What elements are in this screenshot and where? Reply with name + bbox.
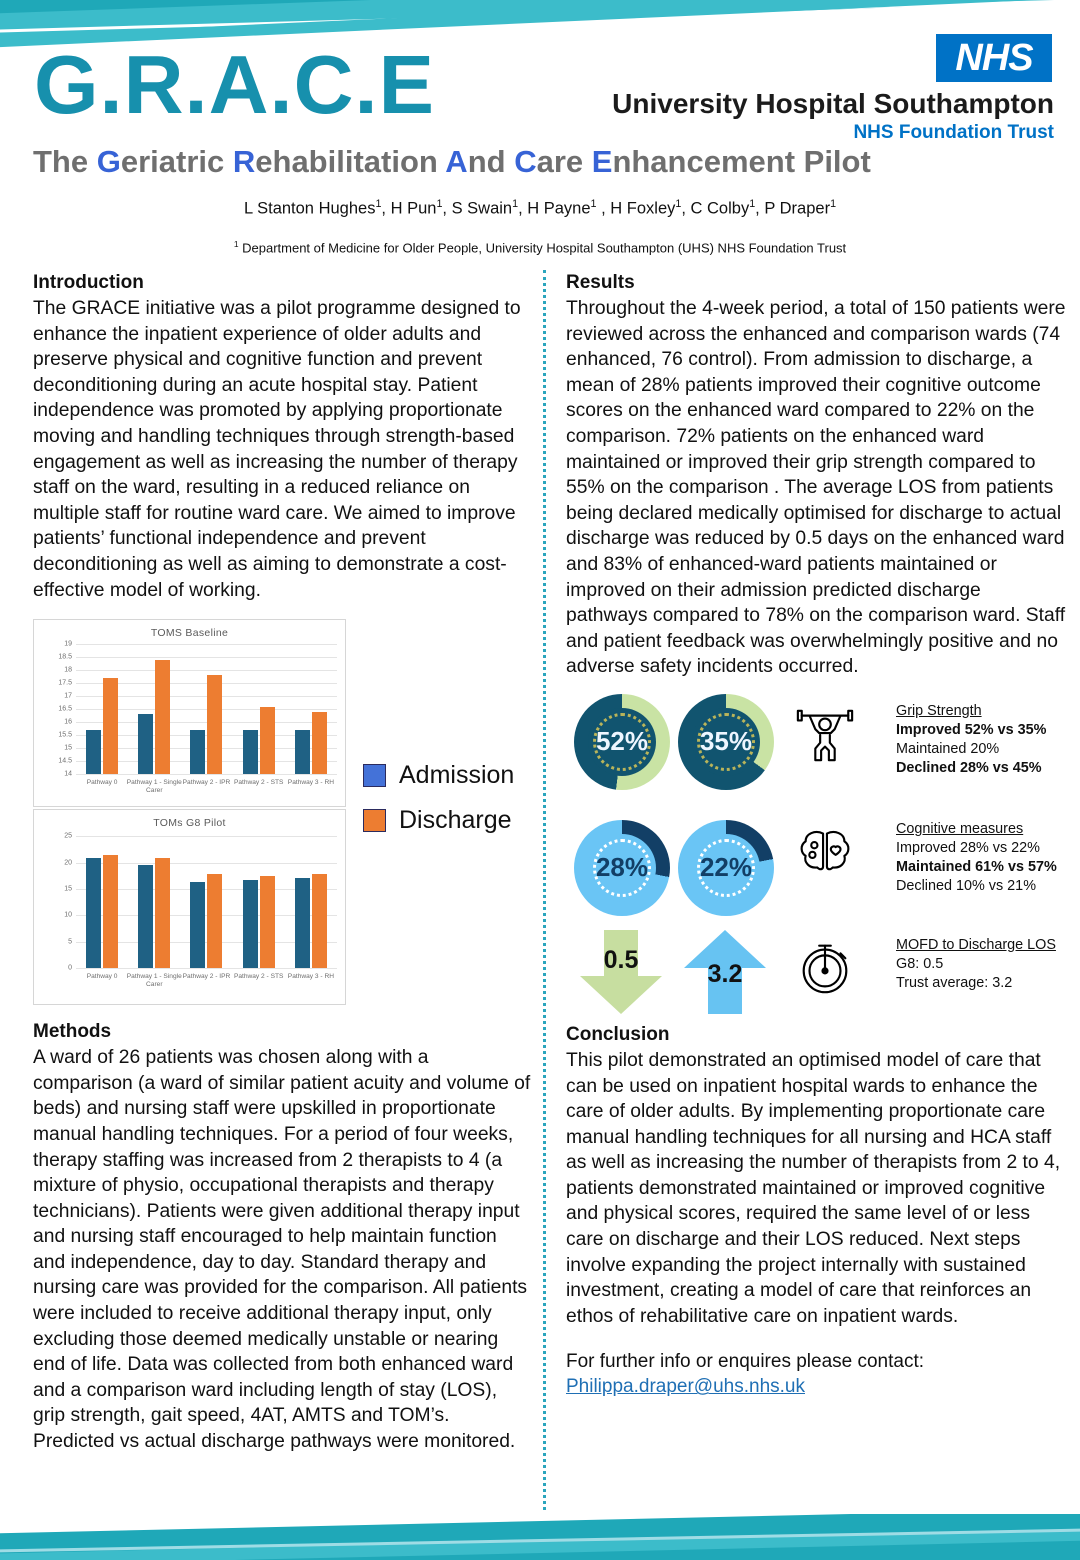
chart-ytick-label: 5: [68, 938, 72, 946]
info-label-line: G8: 0.5: [896, 955, 944, 972]
chart-xtick-label: Pathway 3 - RH: [287, 779, 334, 787]
chart-bar-admission: [295, 878, 310, 968]
chart-xtick-label: Pathway 1 - Single Carer: [126, 779, 182, 795]
chart-bar-discharge: [103, 678, 118, 774]
chart-bar-discharge: [260, 876, 275, 968]
contact-email-link[interactable]: Philippa.draper@uhs.nhs.uk: [566, 1376, 805, 1398]
chart-xtick-label: Pathway 2 - IPR: [182, 779, 231, 787]
legend-item-discharge: [363, 806, 514, 835]
affiliation-note: $^1$ Department of Medicine for Older People, University Hospital Southampton (UHS) NHS Foundation Trust: [233, 239, 847, 256]
donut-cognitive-improved-enhanced: [574, 820, 670, 916]
chart-title-g8: TOMs G8 Pilot: [153, 817, 226, 830]
chart-gridline: [76, 774, 337, 775]
chart-toms-baseline: [33, 619, 346, 807]
chart-bar-admission: [190, 730, 205, 774]
nhs-logo: NHS: [936, 34, 1052, 82]
chart-ytick-label: 15: [64, 885, 72, 893]
chart-bar-group: [233, 836, 285, 968]
subtitle-initial: C: [514, 144, 537, 179]
info-label-block: [896, 936, 1080, 993]
trust-name: University Hospital Southampton: [612, 88, 1054, 119]
chart-bar-group: [233, 644, 285, 774]
chart-bar-group: [285, 644, 337, 774]
chart-xtick-label: Pathway 1 - Single Carer: [126, 973, 182, 989]
chart-ytick-label: 18.5: [58, 653, 72, 661]
footer-decoration: [0, 1514, 1080, 1560]
methods-heading: Methods: [33, 1021, 112, 1043]
chart-ytick-label: 0: [68, 964, 72, 972]
introduction-heading: Introduction: [33, 272, 144, 293]
chart-bar-admission: [243, 730, 258, 774]
chart-ytick-label: 15.5: [58, 731, 72, 739]
chart-bar-discharge: [207, 874, 222, 969]
chart-xtick-label: Pathway 2 - IPR: [182, 973, 231, 981]
subtitle-text: ehabilitation: [255, 144, 446, 179]
methods-body: A ward of 26 patients was chosen along with a comparison (a ward of similar patient acuity and volume of beds) and nursing staff were upskilled in proportionate manual handling techniques. For a period of four weeks, therapy staffing was increased from 2 therapists to 4 (a mixture of physio, occupational therapists and therapy technicians). Patients were given additional therapy input and nursing staff encouraged to help maintain function and independence, day to day. Standard therapy and nursing care was provided for the comparison. All patients were included to receive additional therapy input, only excluding those deemed medically unstable or nearing end of life. Data was collected from both enhanced ward and a comparison ward including length of stay (LOS), grip strength, gait speed, 4AT, AMTS and TOM’s. Predicted vs actual discharge pathways were monitored.: [33, 1047, 531, 1453]
subtitle-text: are: [536, 144, 592, 179]
chart-bar-group: [76, 644, 128, 774]
subtitle-text: The: [33, 144, 97, 179]
chart-bar-discharge: [155, 660, 170, 774]
info-label-title: MOFD to Discharge LOS: [896, 936, 1056, 953]
column-divider: [543, 270, 546, 1510]
chart-bar-admission: [138, 714, 153, 774]
info-label-line: Declined 10% vs 21%: [896, 877, 1036, 894]
chart-bar-group: [128, 836, 180, 968]
arrow-down: [578, 930, 664, 1014]
introduction-body: The GRACE initiative was a pilot programme designed to enhance the inpatient experience of older adults and preserve physical and cognitive function and prevent deconditioning during an acute hospital stay. Patient independence was promoted by applying proportionate moving and handling techniques through strength-based engagement as well as increasing the number of therapy staff on the ward, resulting in a reduced reliance on multiple staff for routine ward care. We aimed to improve patients’ functional independence and prevent deconditioning as well as aiming to demonstrate a cost-effective model of working.: [33, 298, 521, 601]
info-label-line: Maintained 20%: [896, 740, 1000, 757]
chart-ytick-label: 14.5: [58, 757, 72, 765]
chart-xtick-label: Pathway 2 - STS: [233, 973, 284, 981]
chart-bar-group: [285, 836, 337, 968]
results-heading: Results: [566, 272, 635, 293]
chart-xtick-label: Pathway 2 - STS: [233, 779, 284, 787]
chart-plot-g8: [64, 832, 337, 972]
legend-swatch-discharge: [363, 809, 386, 832]
chart-ytick-label: 16: [64, 718, 72, 726]
info-label-line: Declined 28% vs 45%: [896, 759, 1042, 776]
chart-plot-baseline: [58, 640, 337, 778]
left-column: [33, 272, 533, 1455]
donut-value: 52%: [595, 726, 649, 757]
right-column: [566, 272, 1066, 1399]
brain-icon: [794, 820, 856, 882]
chart-xtick-label: Pathway 0: [86, 779, 118, 787]
chart-bar-admission: [86, 730, 101, 774]
info-label-title: Grip Strength: [896, 702, 982, 719]
info-label-title: Cognitive measures: [896, 820, 1024, 837]
info-label-line: Maintained 61% vs 57%: [896, 858, 1057, 875]
chart-ytick-label: 25: [64, 832, 72, 840]
donut-grip-improved-comparison: [678, 694, 774, 790]
chart-bar-group: [128, 644, 180, 774]
weightlifter-icon: [794, 704, 856, 766]
arrow-up: [682, 930, 768, 1014]
contact-prompt: For further info or enquires please contact:: [566, 1351, 925, 1373]
chart-bar-discharge: [103, 855, 118, 968]
chart-bar-group: [180, 836, 232, 968]
conclusion-heading: Conclusion: [566, 1023, 670, 1045]
info-label-line: Trust average: 3.2: [896, 974, 1013, 991]
chart-bar-admission: [295, 730, 310, 774]
charts-area: [33, 619, 533, 1009]
info-label-block: [896, 702, 1080, 778]
subtitle-text: eriatric: [120, 144, 233, 179]
chart-ytick-label: 16.5: [58, 705, 72, 713]
chart-bar-discharge: [155, 858, 170, 968]
chart-toms-g8-pilot: [33, 809, 346, 1005]
chart-bar-admission: [138, 865, 153, 968]
donut-value: 22%: [699, 852, 753, 883]
subtitle-text: nd: [467, 144, 515, 179]
chart-bar-group: [180, 644, 232, 774]
donut-value: 28%: [595, 852, 649, 883]
results-body: Throughout the 4-week period, a total of 150 patients were reviewed across the enhanced and comparison wards (74 enhanced, 76 control). From admission to discharge, a mean of 28% patients improved their cognitive outcome scores on the enhanced ward compared to 22% on the comparison. 72% patients on the enhanced ward maintained or improved their grip strength compared to 55% on the comparison . The average LOS from patients being declared medically optimised for discharge to actual discharge was reduced by 0.5 days on the enhanced ward and 83% of enhanced-ward patients maintained or improved on their admission predicted discharge pathways compared to 78% on the comparison ward. Staff and patient feedback was overwhelmingly positive and no adverse safety incidents occurred.: [566, 298, 1066, 678]
legend-label-admission: Admission: [399, 761, 515, 790]
chart-gridline: [76, 968, 337, 969]
chart-bar-group: [76, 836, 128, 968]
donut-cognitive-improved-comparison: [678, 820, 774, 916]
legend-item-admission: [363, 761, 514, 790]
chart-xtick-label: Pathway 3 - RH: [287, 973, 334, 981]
subtitle-initial: A: [445, 144, 468, 179]
chart-ytick-label: 17: [64, 692, 72, 700]
legend-label-discharge: Discharge: [399, 806, 512, 835]
legend-swatch-admission: [363, 764, 386, 787]
stopwatch-icon: [794, 936, 856, 998]
donut-grip-improved-enhanced: [574, 694, 670, 790]
subtitle-initial: E: [591, 144, 613, 179]
chart-bar-discharge: [312, 712, 327, 774]
info-label-block: [896, 820, 1080, 896]
subtitle-initial: G: [96, 144, 121, 179]
donut-value: 35%: [699, 726, 753, 757]
chart-ytick-label: 17.5: [58, 679, 72, 687]
contact-block: [566, 1349, 1066, 1399]
subtitle-text: nhancement Pilot: [612, 144, 871, 179]
chart-ytick-label: 18: [64, 666, 72, 674]
chart-ytick-label: 10: [64, 911, 72, 919]
author-list: L Stanton Hughes$^1$, H Pun$^1$, S Swain$^1$, H Payne$^1$ , H Foxley$^1$, C Colby$^1$, P Draper$^1$: [243, 198, 837, 218]
chart-ytick-label: 14: [64, 770, 72, 778]
chart-bar-discharge: [312, 874, 327, 969]
chart-title-baseline: TOMS Baseline: [150, 627, 229, 640]
poster-subtitle: [33, 144, 1043, 180]
chart-ytick-label: 20: [64, 859, 72, 867]
arrow-value: 0.5: [603, 945, 639, 974]
chart-bar-admission: [190, 882, 205, 969]
trust-subtitle: NHS Foundation Trust: [853, 122, 1054, 143]
chart-bar-admission: [86, 858, 101, 968]
chart-ytick-label: 19: [64, 640, 72, 648]
poster-acronym: G.R.A.C.E: [34, 38, 435, 131]
subtitle-initial: R: [232, 144, 256, 179]
chart-xtick-label: Pathway 0: [86, 973, 118, 981]
conclusion-body: This pilot demonstrated an optimised model of care that can be used on inpatient hospital wards to enhance the care of older adults. By implementing proportionate care manual handling techniques for all nursing and HCA staff as well as increasing the number of therapists from 2 to 4, patients demonstrated maintained or improved cognitive and physical scores, required the same level of or less care on discharge and their LOS reduced. Next steps involve expanding the project internally with sustained investment, creating a model of care that reinforces an ethos of rehabilitative care on inpatient wards.: [566, 1049, 1061, 1327]
info-label-line: Improved 52% vs 35%: [896, 721, 1047, 738]
arrow-value: 3.2: [707, 959, 743, 988]
results-infographic: [566, 694, 1066, 1024]
info-label-line: Improved 28% vs 22%: [896, 839, 1040, 856]
chart-bar-discharge: [260, 707, 275, 775]
chart-bar-discharge: [207, 675, 222, 774]
chart-legend: [363, 761, 514, 851]
chart-ytick-label: 15: [64, 744, 72, 752]
chart-bar-admission: [243, 880, 258, 968]
